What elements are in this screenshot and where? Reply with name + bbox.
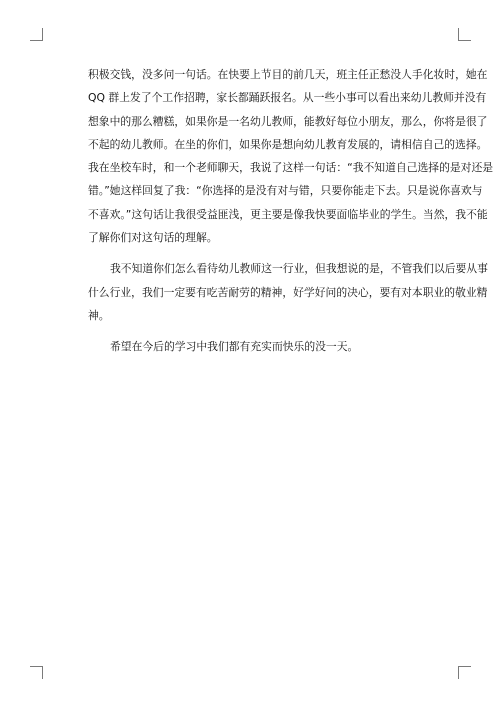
text-line: 错。”她这样回复了我：“你选择的是没有对与错，只要你能走下去。只是说你喜欢与 <box>88 184 483 198</box>
text-line: 不喜欢。”这句话让我很受益匪浅，更主要是像我快要面临毕业的学生。当然，我不能 <box>88 207 488 221</box>
text-line: 我在坐校车时，和一个老师聊天，我说了这样一句话：“我不知道自己选择的是对还是 <box>88 161 494 175</box>
crop-mark-bottom-left <box>30 666 43 679</box>
paragraph <box>88 63 494 249</box>
text-line: QQ 群上发了个工作招聘，家长都踊跃报名。从一些小事可以看出来幼儿教师并没有 <box>88 91 487 105</box>
text-line: 积极交钱，没多问一句话。在快要上节目的前几天，班主任正愁没人手化妆时，她在 <box>88 68 488 81</box>
crop-mark-top-right <box>458 28 471 41</box>
document-body <box>88 63 494 359</box>
paragraph-gap <box>88 249 422 257</box>
text-line: 想象中的那么糟糕，如果你是一名幼儿教师，能教好每位小朋友，那么，你将是很了 <box>88 114 488 128</box>
paragraph <box>88 257 488 327</box>
crop-mark-bottom-right <box>458 666 471 679</box>
text-line: 希望在今后的学习中我们都有充实而快乐的没一天。 <box>110 340 359 354</box>
text-line: 什么行业，我们一定要有吃苦耐劳的精神，好学好问的决心，要有对本职业的敬业精 <box>88 285 488 299</box>
text-line: 神。 <box>88 308 110 322</box>
text-line: 了解你们对这句话的理解。 <box>88 231 218 245</box>
text-line: 我不知道你们怎么看待幼儿教师这一行业，但我想说的是，不管我们以后要从事 <box>110 262 488 276</box>
paragraph <box>88 335 422 358</box>
crop-mark-top-left <box>30 28 43 41</box>
paragraph-gap <box>88 327 422 335</box>
text-line: 不起的幼儿教师。在坐的你们，如果你是想向幼儿教育发展的，请相信自己的选择。 <box>88 137 488 151</box>
